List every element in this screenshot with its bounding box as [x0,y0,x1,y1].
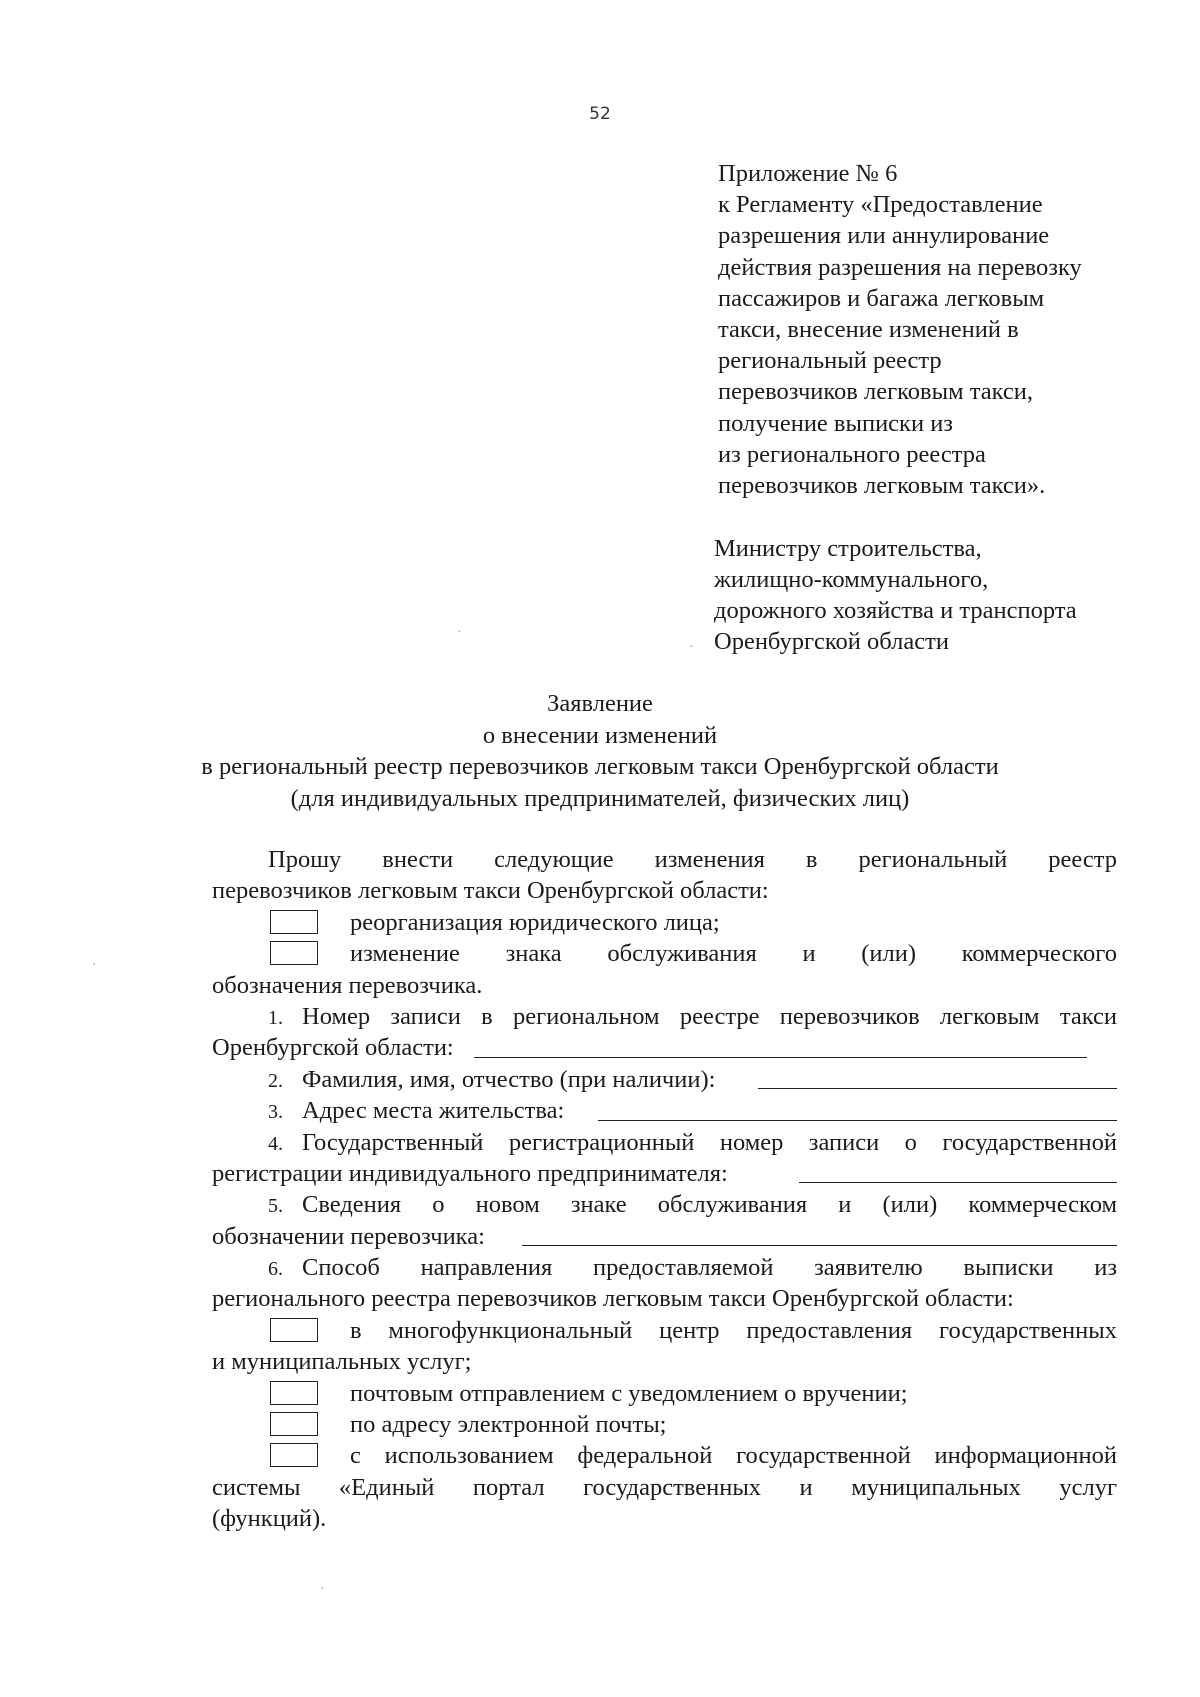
checkbox[interactable] [270,910,318,934]
item-number: 4. [268,1132,283,1155]
item-number: 5. [268,1195,283,1218]
title-line: в региональный реестр перевозчиков легковым такси Оренбургской области [201,753,999,780]
delivery-option-mfc [212,1315,1117,1346]
change-option-trademark [212,938,1117,969]
appendix-line: получение выписки из [718,409,953,437]
item-1-field [212,1032,1117,1063]
appendix-line: Приложение № 6 [718,160,898,187]
option-label: с использованием федеральной государственной информационной [350,1442,1117,1470]
item-text: Сведения о новом знаке обслуживания и (или) коммерческом [302,1191,1117,1219]
page-number: 52 [589,104,611,124]
item-1 [212,1001,1117,1032]
fill-line[interactable] [799,1182,1117,1183]
appendix-line: перевозчиков легковым такси». [718,472,1046,500]
appendix-line: действия разрешения на перевозку [718,253,1082,281]
scan-speck: · [457,625,462,640]
item-6-cont: регионального реестра перевозчиков легковым такси Оренбургской области: [212,1285,1014,1313]
item-text: Государственный регистрационный номер записи о государственной [302,1128,1117,1156]
change-option-reorganization [212,907,1117,938]
item-number: 3. [268,1101,283,1124]
appendix-line: такси, внесение изменений в [718,316,1019,344]
checkbox[interactable] [270,1381,318,1405]
intro-line-2: перевозчиков легковым такси Оренбургской области: [212,877,769,905]
option-label: почтовым отправлением с уведомлением о вручении; [350,1379,908,1407]
option-continuation: (функций). [212,1505,327,1533]
addressee-line: Оренбургской области [714,628,949,655]
option-label: реорганизация юридического лица; [350,908,720,936]
option-label: изменение знака обслуживания и (или) коммерческого [350,940,1117,968]
item-4 [212,1127,1117,1158]
delivery-option-post [212,1378,1117,1409]
appendix-line: к Регламенту «Предоставление [718,191,1043,219]
scan-speck: · [320,1582,325,1597]
item-text: регистрации индивидуального предпринимателя: [212,1159,728,1187]
title-line: Заявление [547,690,653,717]
checkbox[interactable] [270,1443,318,1467]
item-4-field [212,1158,1117,1189]
checkbox[interactable] [270,1318,318,1342]
addressee-line: дорожного хозяйства и транспорта [714,597,1077,624]
item-number: 1. [268,1006,283,1029]
title-line: (для индивидуальных предпринимателей, физических лиц) [290,784,910,812]
intro-line-1: Прошу внести следующие изменения в региональный реестр [268,846,1117,873]
appendix-header [718,158,1158,501]
item-number: 6. [268,1258,283,1281]
fill-line[interactable] [522,1245,1117,1246]
item-number: 2. [268,1069,283,1092]
scan-speck: · [92,958,97,973]
item-text: Адрес места жительства: [302,1097,565,1125]
title-line: о внесении изменений [482,721,718,749]
option-continuation: системы «Единый портал государственных и муниципальных услуг [212,1473,1117,1501]
item-5 [212,1189,1117,1220]
scan-speck: · [689,640,694,655]
addressee-block [714,533,1154,657]
item-text: Фамилия, имя, отчество (при наличии): [302,1065,716,1093]
checkbox[interactable] [270,1412,318,1436]
delivery-option-email [212,1409,1117,1440]
document-title [0,688,1200,814]
option-continuation: обозначения перевозчика. [212,971,483,999]
addressee-line: Министру строительства, [714,535,982,562]
appendix-line: пассажиров и багажа легковым [718,284,1045,312]
delivery-option-gosuslugi [212,1440,1117,1471]
item-text: Оренбургской области: [212,1034,454,1062]
item-text: обозначении перевозчика: [212,1222,485,1250]
item-text: Способ направления предоставляемой заявителю выписки из [302,1254,1117,1282]
appendix-line: перевозчиков легковым такси, [718,378,1033,406]
fill-line[interactable] [598,1120,1117,1121]
fill-line[interactable] [474,1057,1087,1058]
item-text: Номер записи в региональном реестре перевозчиков легковым такси [302,1002,1117,1030]
option-continuation: и муниципальных услуг; [212,1348,472,1376]
addressee-line: жилищно-коммунального, [714,566,989,593]
appendix-line: разрешения или аннулирование [718,222,1050,250]
item-2 [212,1064,1117,1095]
appendix-line: региональный реестр [718,347,942,375]
checkbox[interactable] [270,941,318,965]
item-5-field [212,1221,1117,1252]
option-label: по адресу электронной почты; [350,1411,667,1439]
item-3 [212,1095,1117,1126]
item-6 [212,1252,1117,1283]
option-label: в многофункциональный центр предоставления государственных [350,1316,1117,1344]
fill-line[interactable] [758,1088,1117,1089]
application-body [212,844,1117,1535]
appendix-line: из регионального реестра [718,440,986,468]
